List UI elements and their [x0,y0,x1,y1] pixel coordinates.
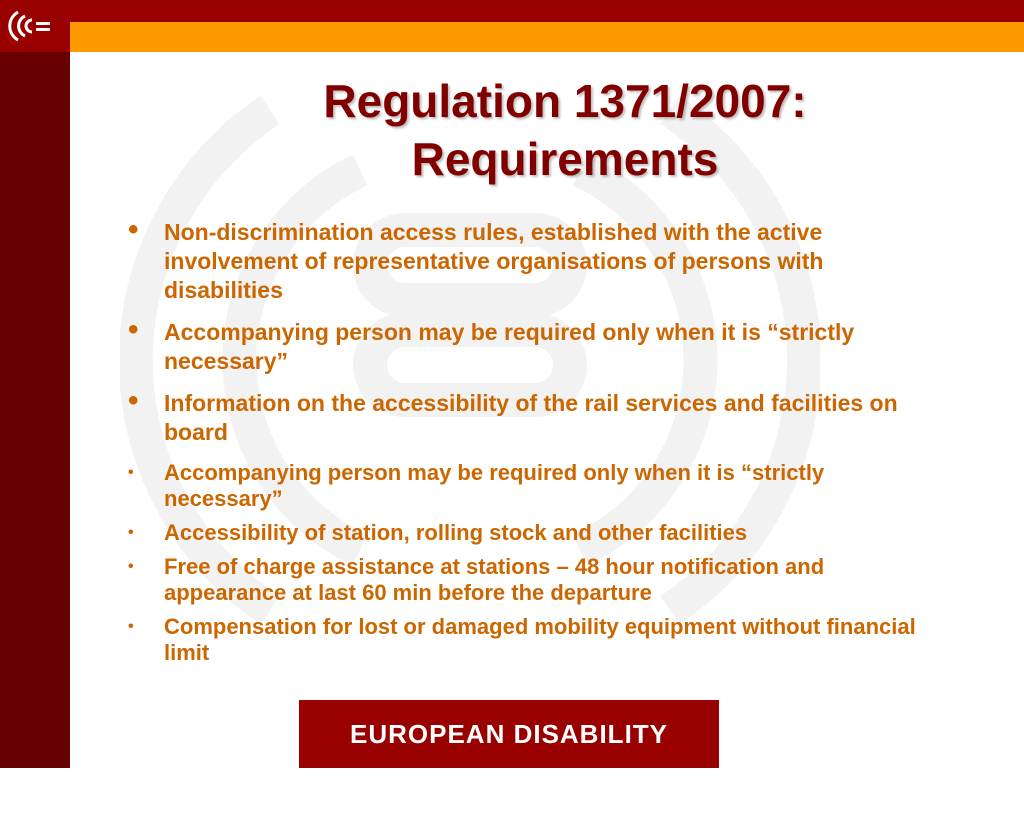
title-line-1: Regulation 1371/2007: [323,75,807,127]
list-item-text: Accessibility of station, rolling stock and other facilities [164,520,748,545]
left-sidebar-band [0,0,70,768]
title-line-2: Requirements [411,133,719,185]
list-item-text: Accompanying person may be required only when it is “strictly necessary” [164,460,825,511]
top-header-band [0,0,1024,22]
bullet-icon: • [128,524,134,541]
list-item-text: Non-discrimination access rules, established with the active involvement of representative organisations of persons with disabilities [164,219,824,303]
bullet-icon: • [128,384,139,417]
list-item [128,614,928,666]
list-item [128,554,928,606]
bullet-icon: • [128,618,134,635]
list-item-text: Free of charge assistance at stations – 48 hour notification and appearance at last 60 min before the departure [164,554,825,605]
bullet-icon: • [128,213,139,246]
list-item [128,520,928,546]
edf-logo-icon [0,0,70,52]
orange-header-band [70,22,1024,52]
list-item-text: Information on the accessibility of the rail services and facilities on board [164,390,898,445]
list-item-text: Compensation for lost or damaged mobility equipment without financial limit [164,614,916,665]
requirements-list [128,213,928,674]
list-item-text: Accompanying person may be required only when it is “strictly necessary” [164,319,855,374]
bullet-icon: • [128,313,139,346]
footer-logo-banner: EUROPEAN DISABILITY FORUM [299,700,719,768]
bullet-icon: • [128,558,134,575]
bullet-icon: • [128,464,134,481]
list-item [128,460,928,512]
slide-title [200,72,930,188]
list-item [128,384,928,447]
list-item [128,313,928,376]
list-item [128,213,928,305]
